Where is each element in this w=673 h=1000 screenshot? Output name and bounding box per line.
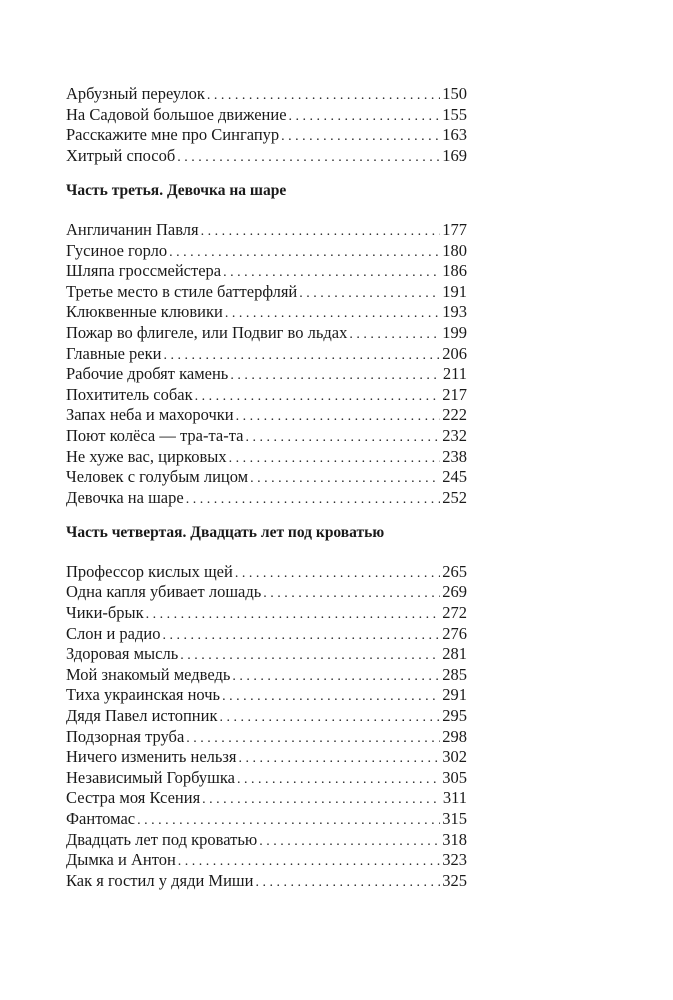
toc-entry xyxy=(66,302,467,323)
toc-entry-page: 232 xyxy=(442,425,467,445)
toc-entry xyxy=(66,706,467,727)
toc-entry-title: Профессор кислых щей xyxy=(66,561,233,581)
toc-entry-title: Поют колёса — тра-та-та xyxy=(66,425,244,445)
toc-entry-page: 180 xyxy=(442,240,467,260)
toc-entry xyxy=(66,747,467,768)
dot-leader xyxy=(178,852,440,873)
toc-entry xyxy=(66,84,467,105)
toc-entry-page: 191 xyxy=(442,281,467,301)
toc-entry-page: 272 xyxy=(442,603,467,623)
toc-entry xyxy=(66,488,467,509)
dot-leader xyxy=(259,832,440,853)
dot-leader xyxy=(177,148,440,169)
dot-leader xyxy=(162,626,440,647)
toc-entry-title: Мой знакомый медведь xyxy=(66,664,231,684)
toc-entry xyxy=(66,467,467,488)
toc-entry-title: Расскажите мне про Сингапур xyxy=(66,125,280,145)
dot-leader xyxy=(237,770,440,791)
dot-leader xyxy=(186,729,440,750)
toc-entry xyxy=(66,788,467,809)
toc-entry-page: 186 xyxy=(442,261,467,281)
dot-leader xyxy=(137,811,440,832)
toc-entry-title: Гусиное горло xyxy=(66,240,168,260)
toc-entry xyxy=(66,685,467,706)
toc-entry xyxy=(66,105,467,126)
toc-entry-page: 311 xyxy=(442,788,467,808)
toc-entry-title: Клюквенные клювики xyxy=(66,302,223,322)
dot-leader xyxy=(180,646,440,667)
toc-entry-page: 245 xyxy=(442,467,467,487)
toc-entry-title: Шляпа гроссмейстера xyxy=(66,261,222,281)
toc-entry-page: 285 xyxy=(442,664,467,684)
dot-leader xyxy=(201,222,441,243)
toc-entry-page: 252 xyxy=(442,487,467,507)
dot-leader xyxy=(163,346,440,367)
toc-entry-page: 155 xyxy=(442,104,467,124)
toc-entry-page: 193 xyxy=(442,302,467,322)
toc-entry xyxy=(66,447,467,468)
toc-entry-page: 315 xyxy=(442,809,467,828)
toc-entry-page: 276 xyxy=(442,623,467,643)
toc-entry-page: 150 xyxy=(442,84,467,103)
toc-entry xyxy=(66,582,467,603)
toc-entry-title: Слон и радио xyxy=(66,623,161,643)
toc-entry-title: Подзорная труба xyxy=(66,726,185,746)
toc-section-part-three xyxy=(66,181,467,508)
toc-entry-title: Дядя Павел истопник xyxy=(66,706,218,726)
toc-entry-title: Главные реки xyxy=(66,343,162,363)
toc-entry xyxy=(66,385,467,406)
dot-leader xyxy=(236,407,441,428)
dot-leader xyxy=(235,564,440,585)
toc-entry xyxy=(66,426,467,447)
toc-entry-title: Чики-брык xyxy=(66,603,144,623)
toc-section-part-four xyxy=(66,523,467,891)
dot-leader xyxy=(349,325,440,346)
toc-entry-page: 238 xyxy=(442,446,467,466)
toc-entry xyxy=(66,850,467,871)
toc-entry-page: 265 xyxy=(442,561,467,581)
toc-entry-title: Независимый Горбушка xyxy=(66,767,235,787)
toc-entry-page: 298 xyxy=(442,726,467,746)
toc-entry-title: Как я гостил у дяди Миши xyxy=(66,870,254,890)
dot-leader xyxy=(222,687,440,708)
dot-leader xyxy=(281,127,440,148)
part-heading: Часть третья. Девочка на шаре xyxy=(66,182,287,200)
toc-entry-page: 222 xyxy=(442,405,467,425)
toc-entry-title: Одна капля убивает лошадь xyxy=(66,582,262,602)
dot-leader xyxy=(229,449,441,470)
toc-entry-title: Хитрый способ xyxy=(66,145,176,165)
dot-leader xyxy=(207,86,440,107)
toc-entry-page: 281 xyxy=(442,644,467,664)
toc-entry-page: 269 xyxy=(442,582,467,602)
toc-entry-title: На Садовой большое движение xyxy=(66,104,287,124)
dot-leader xyxy=(146,605,441,626)
dot-leader xyxy=(289,107,441,128)
dot-leader xyxy=(225,304,440,325)
toc-entry-page: 302 xyxy=(442,747,467,767)
toc-entry xyxy=(66,624,467,645)
dot-leader xyxy=(202,790,441,811)
toc-entry xyxy=(66,282,467,303)
dot-leader xyxy=(195,387,441,408)
dot-leader xyxy=(250,469,440,490)
toc-entry-title: Фантомас xyxy=(66,809,136,828)
toc-entry xyxy=(66,665,467,686)
toc-entry-page: 295 xyxy=(442,706,467,726)
dot-leader xyxy=(230,366,441,387)
toc-entry xyxy=(66,830,467,851)
dot-leader xyxy=(255,873,440,894)
toc-entry-page: 318 xyxy=(442,829,467,849)
toc-entry-title: Дымка и Антон xyxy=(66,850,176,870)
toc-entry-page: 206 xyxy=(442,343,467,363)
toc-entry-title: Похититель собак xyxy=(66,384,193,404)
toc-entry xyxy=(66,809,467,830)
toc-entry xyxy=(66,261,467,282)
toc-entry xyxy=(66,364,467,385)
toc-entry xyxy=(66,562,467,583)
dot-leader xyxy=(299,284,440,305)
toc-entry-title: Арбузный переулок xyxy=(66,84,205,103)
toc-entry xyxy=(66,644,467,665)
toc-entry-title: Девочка на шаре xyxy=(66,487,184,507)
dot-leader xyxy=(186,490,441,511)
toc-entry xyxy=(66,146,467,167)
toc-entry-title: Ничего изменить нельзя xyxy=(66,747,237,767)
dot-leader xyxy=(169,243,440,264)
toc-entry-title: Здоровая мысль xyxy=(66,644,179,664)
toc-entry xyxy=(66,603,467,624)
toc-entry xyxy=(66,323,467,344)
table-of-contents xyxy=(66,84,467,891)
toc-entry xyxy=(66,220,467,241)
toc-entry-title: Тиха украинская ночь xyxy=(66,685,221,705)
toc-entry-page: 211 xyxy=(442,364,467,384)
toc-entry-title: Не хуже вас, цирковых xyxy=(66,446,227,466)
toc-entry-page: 169 xyxy=(442,145,467,165)
dot-leader xyxy=(223,263,440,284)
toc-entry-page: 305 xyxy=(442,767,467,787)
toc-entry xyxy=(66,405,467,426)
toc-entry-page: 323 xyxy=(442,850,467,870)
dot-leader xyxy=(239,749,441,770)
toc-entry-title: Человек с голубым лицом xyxy=(66,467,249,487)
toc-entry-title: Двадцать лет под кроватью xyxy=(66,829,258,849)
toc-entry xyxy=(66,768,467,789)
dot-leader xyxy=(263,584,440,605)
toc-entry-title: Третье место в стиле баттерфляй xyxy=(66,281,298,301)
toc-entry-page: 217 xyxy=(442,384,467,404)
part-heading: Часть четвертая. Двадцать лет под кроватью xyxy=(66,524,385,542)
toc-entry-title: Рабочие дробят камень xyxy=(66,364,229,384)
toc-entry xyxy=(66,344,467,365)
toc-entry-title: Пожар во флигеле, или Подвиг во льдах xyxy=(66,322,348,342)
toc-entry-page: 199 xyxy=(442,322,467,342)
toc-entry-page: 163 xyxy=(442,125,467,145)
toc-entry-page: 291 xyxy=(442,685,467,705)
toc-section-continued xyxy=(66,84,467,166)
toc-entry-page: 325 xyxy=(442,870,467,890)
toc-entry-page: 177 xyxy=(442,219,467,239)
dot-leader xyxy=(232,667,440,688)
toc-entry xyxy=(66,871,467,892)
toc-entry xyxy=(66,125,467,146)
dot-leader xyxy=(245,428,440,449)
toc-entry-title: Сестра моя Ксения xyxy=(66,788,201,808)
toc-entry-title: Англичанин Павля xyxy=(66,219,199,239)
toc-entry xyxy=(66,727,467,748)
toc-entry xyxy=(66,241,467,262)
toc-entry-title: Запах неба и махорочки xyxy=(66,405,234,425)
dot-leader xyxy=(219,708,440,729)
